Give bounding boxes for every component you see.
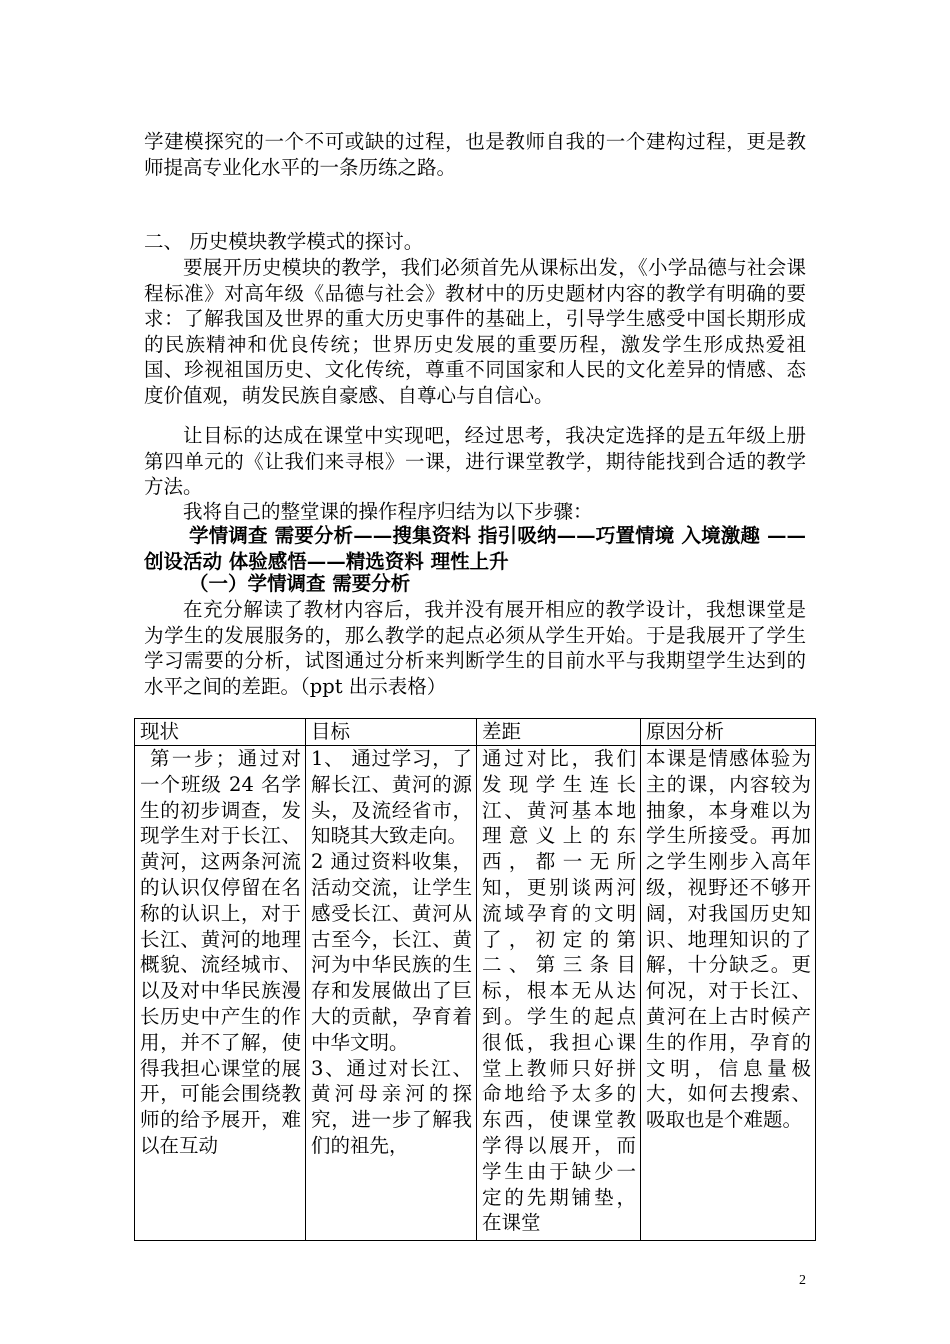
- header-goal: 目标: [306, 719, 477, 746]
- paragraph-analysis: 在充分解读了教材内容后，我并没有展开相应的教学设计，我想课堂是为学生的发展服务的，那么教学的起点必须从学生开始。于是我展开了学生学习需要的分析，试图通过分析来判断学生的目前水平与我期望学生达到的水平之间的差距。（ppt 出示表格）: [144, 598, 806, 698]
- cell-cause-analysis: 本课是情感体验为主的课，内容较为抽象，本身难以为学生所接受。再加之学生刚步入高年级，视野还不够开阔，对我国历史知识、地理知识的了解，十分缺乏。更何况，对于长江、黄河在上古时候产生的作用，孕育的文明，信息量极大，如何去搜索、吸取也是个难题。: [641, 746, 816, 1241]
- section-heading: 二、 历史模块教学模式的探讨。: [144, 230, 424, 253]
- intro-paragraph: 学建模探究的一个不可或缺的过程，也是教师自我的一个建构过程，更是教师提高专业化水平的一条历练之路。: [144, 130, 806, 179]
- paragraph-steps-intro: 我将自己的整堂课的操作程序归结为以下步骤：: [183, 500, 593, 523]
- cell-gap: 通过对比，我们发现学生连长江、黄河基本地理意义上的东西，都一无所知，更别谈两河流域孕育的文明了，初定的第二、第三条目标，根本无从达到。学生的起点很低，我担心课堂上教师只好拼命地给予太多的东西，使课堂教学得以展开，而学生由于缺少一定的先期铺垫，在课堂: [477, 746, 641, 1241]
- header-cause-analysis: 原因分析: [641, 719, 816, 746]
- page-number: 2: [799, 1273, 806, 1288]
- header-current-status: 现状: [135, 719, 306, 746]
- paragraph-goal: 让目标的达成在课堂中实现吧，经过思考，我决定选择的是五年级上册第四单元的《让我们来寻根》一课，进行课堂教学，期待能找到合适的教学方法。: [144, 424, 806, 499]
- analysis-table: [134, 718, 816, 1241]
- steps-summary: 学情调查 需要分析——搜集资料 指引吸纳——巧置情境 入境激趣 ——创设活动 体验感悟——精选资料 理性上升: [144, 524, 806, 573]
- header-gap: 差距: [477, 719, 641, 746]
- cell-goal: 1、 通过学习，了解长江、黄河的源头，及流经省市，知晓其大致走向。 2 通过资料收集，活动交流，让学生感受长江、黄河从古至今，长江、黄河为中华民族的生存和发展做出了巨大的贡献，孕育着中华文明。 3、通过对长江、黄河母亲河的探究，进一步了解我们的祖先，: [306, 746, 477, 1241]
- table-row: [135, 746, 816, 1241]
- subheading-survey: （一）学情调查 需要分析: [189, 572, 411, 595]
- cell-current-status: 第一步；通过对一个班级 24 名学生的初步调查，发现学生对于长江、黄河，这两条河流的认识仅停留在名称的认识上，对于长江、黄河的地理概貌、流经城市、以及对中华民族漫长历史中产生的作用，并不了解，使得我担心课堂的展开，可能会围绕教师的给予展开，难以在互动: [135, 746, 306, 1241]
- paragraph-curriculum: 要展开历史模块的教学，我们必须首先从课标出发，《小学品德与社会课程标准》对高年级《品德与社会》教材中的历史题材内容的教学有明确的要求：了解我国及世界的重大历史事件的基础上，引导学生感受中国长期形成的民族精神和优良传统；世界历史发展的重要历程，激发学生形成热爱祖国、珍视祖国历史、文化传统，尊重不同国家和人民的文化差异的情感、态度价值观，萌发民族自豪感、自尊心与自信心。: [144, 256, 806, 407]
- table-header-row: [135, 719, 816, 746]
